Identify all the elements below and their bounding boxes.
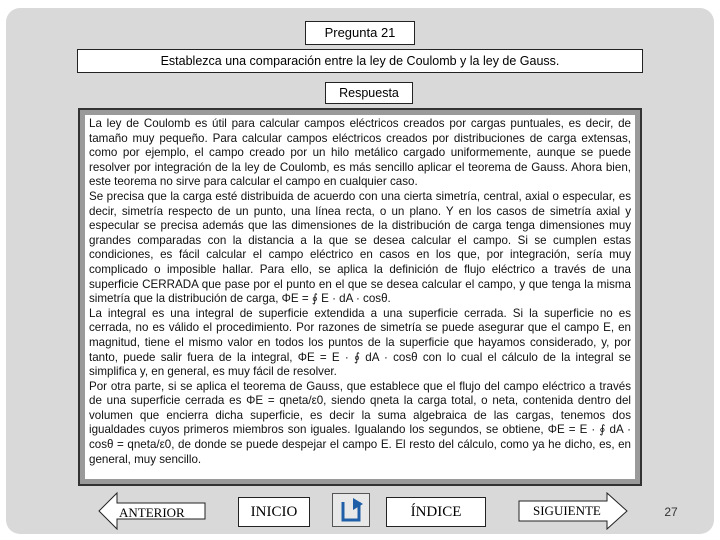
previous-label: ANTERIOR: [119, 505, 185, 520]
next-label: SIGUIENTE: [533, 503, 601, 518]
previous-button[interactable]: [97, 491, 207, 531]
answer-text: [85, 115, 635, 479]
question-title: Pregunta 21: [305, 21, 415, 45]
page-number: 27: [664, 505, 678, 519]
question-text: Establezca una comparación entre la ley de Coulomb y la ley de Gauss.: [77, 49, 643, 73]
home-button[interactable]: INICIO: [238, 497, 310, 527]
answer-box: [78, 108, 642, 486]
return-button[interactable]: [332, 493, 370, 527]
answer-label: Respuesta: [325, 82, 413, 104]
answer-paragraph: La integral es una integral de superficie extendida a una superficie cerrada. Si la superficie no es cerrada, no es válido el procedimiento. Por razones de simetría se puede asegurar que el campo E, en magnitud, tiene el mismo valor en todos los puntos de la superficie que hayamos considerado, y, por tanto, puede salir fuera de la integral, ΦE = E · ∮ dA · cosθ con lo cual el cálculo de la integral se simplifica y, en general, es muy fácil de resolver.: [89, 306, 631, 379]
answer-paragraph: La ley de Coulomb es útil para calcular campos eléctricos creados por cargas puntuales, es decir, de tamaño muy pequeño. Para calcular campos eléctricos creados por distribuciones de carga extensas, como por ejemplo, el campo creado por un hilo metálico cargado uniformemente, aunque se puede resolver por integración de la ley de Coulomb, es más sencillo aplicar el teorema de Gauss. Ahora bien, este teorema no sirve para calcular el campo en cualquier caso.: [89, 117, 631, 189]
answer-paragraph: Por otra parte, si se aplica el teorema de Gauss, que establece que el flujo del campo eléctrico a través de una superficie cerrada es ΦE = qneta/ε0, siendo qneta la carga total, o neta, contenida dentro del volumen que encierra dicha superficie, es decir la suma algebraica de las cargas, tenemos dos igualdades cuyos primeros miembros son iguales. Igualando los segundos, se obtiene, ΦE = E · ∮ dA · cosθ = qneta/ε0, de donde se puede despejar el campo E. El resto del cálculo, como ya he dicho, es, en general, muy sencillo.: [89, 379, 631, 466]
return-arrow-icon: [333, 494, 369, 526]
next-button[interactable]: [517, 491, 629, 531]
index-button[interactable]: ÍNDICE: [386, 497, 486, 527]
answer-paragraph: Se precisa que la carga esté distribuida de acuerdo con una cierta simetría, central, axial o especular, es decir, simetría respecto de un punto, una línea recta, o un plano. Y en los casos de simetría axial y especular se precisa además que las dimensiones de la distribución de carga tenga dimensiones muy grandes comparadas con la distancia a la que se desea calcular el campo. Si se cumplen estas condiciones, es fácil calcular el campo eléctrico en casos en los que, por integración, sería muy complicado o imposible hallar. Para ello, se aplica la definición de flujo eléctrico a través de una superficie CERRADA que pase por el punto en el que se desea calcular el campo, y que tenga la misma simetría que la distribución de carga, ΦE = ∮ E · dA · cosθ.: [89, 189, 631, 306]
